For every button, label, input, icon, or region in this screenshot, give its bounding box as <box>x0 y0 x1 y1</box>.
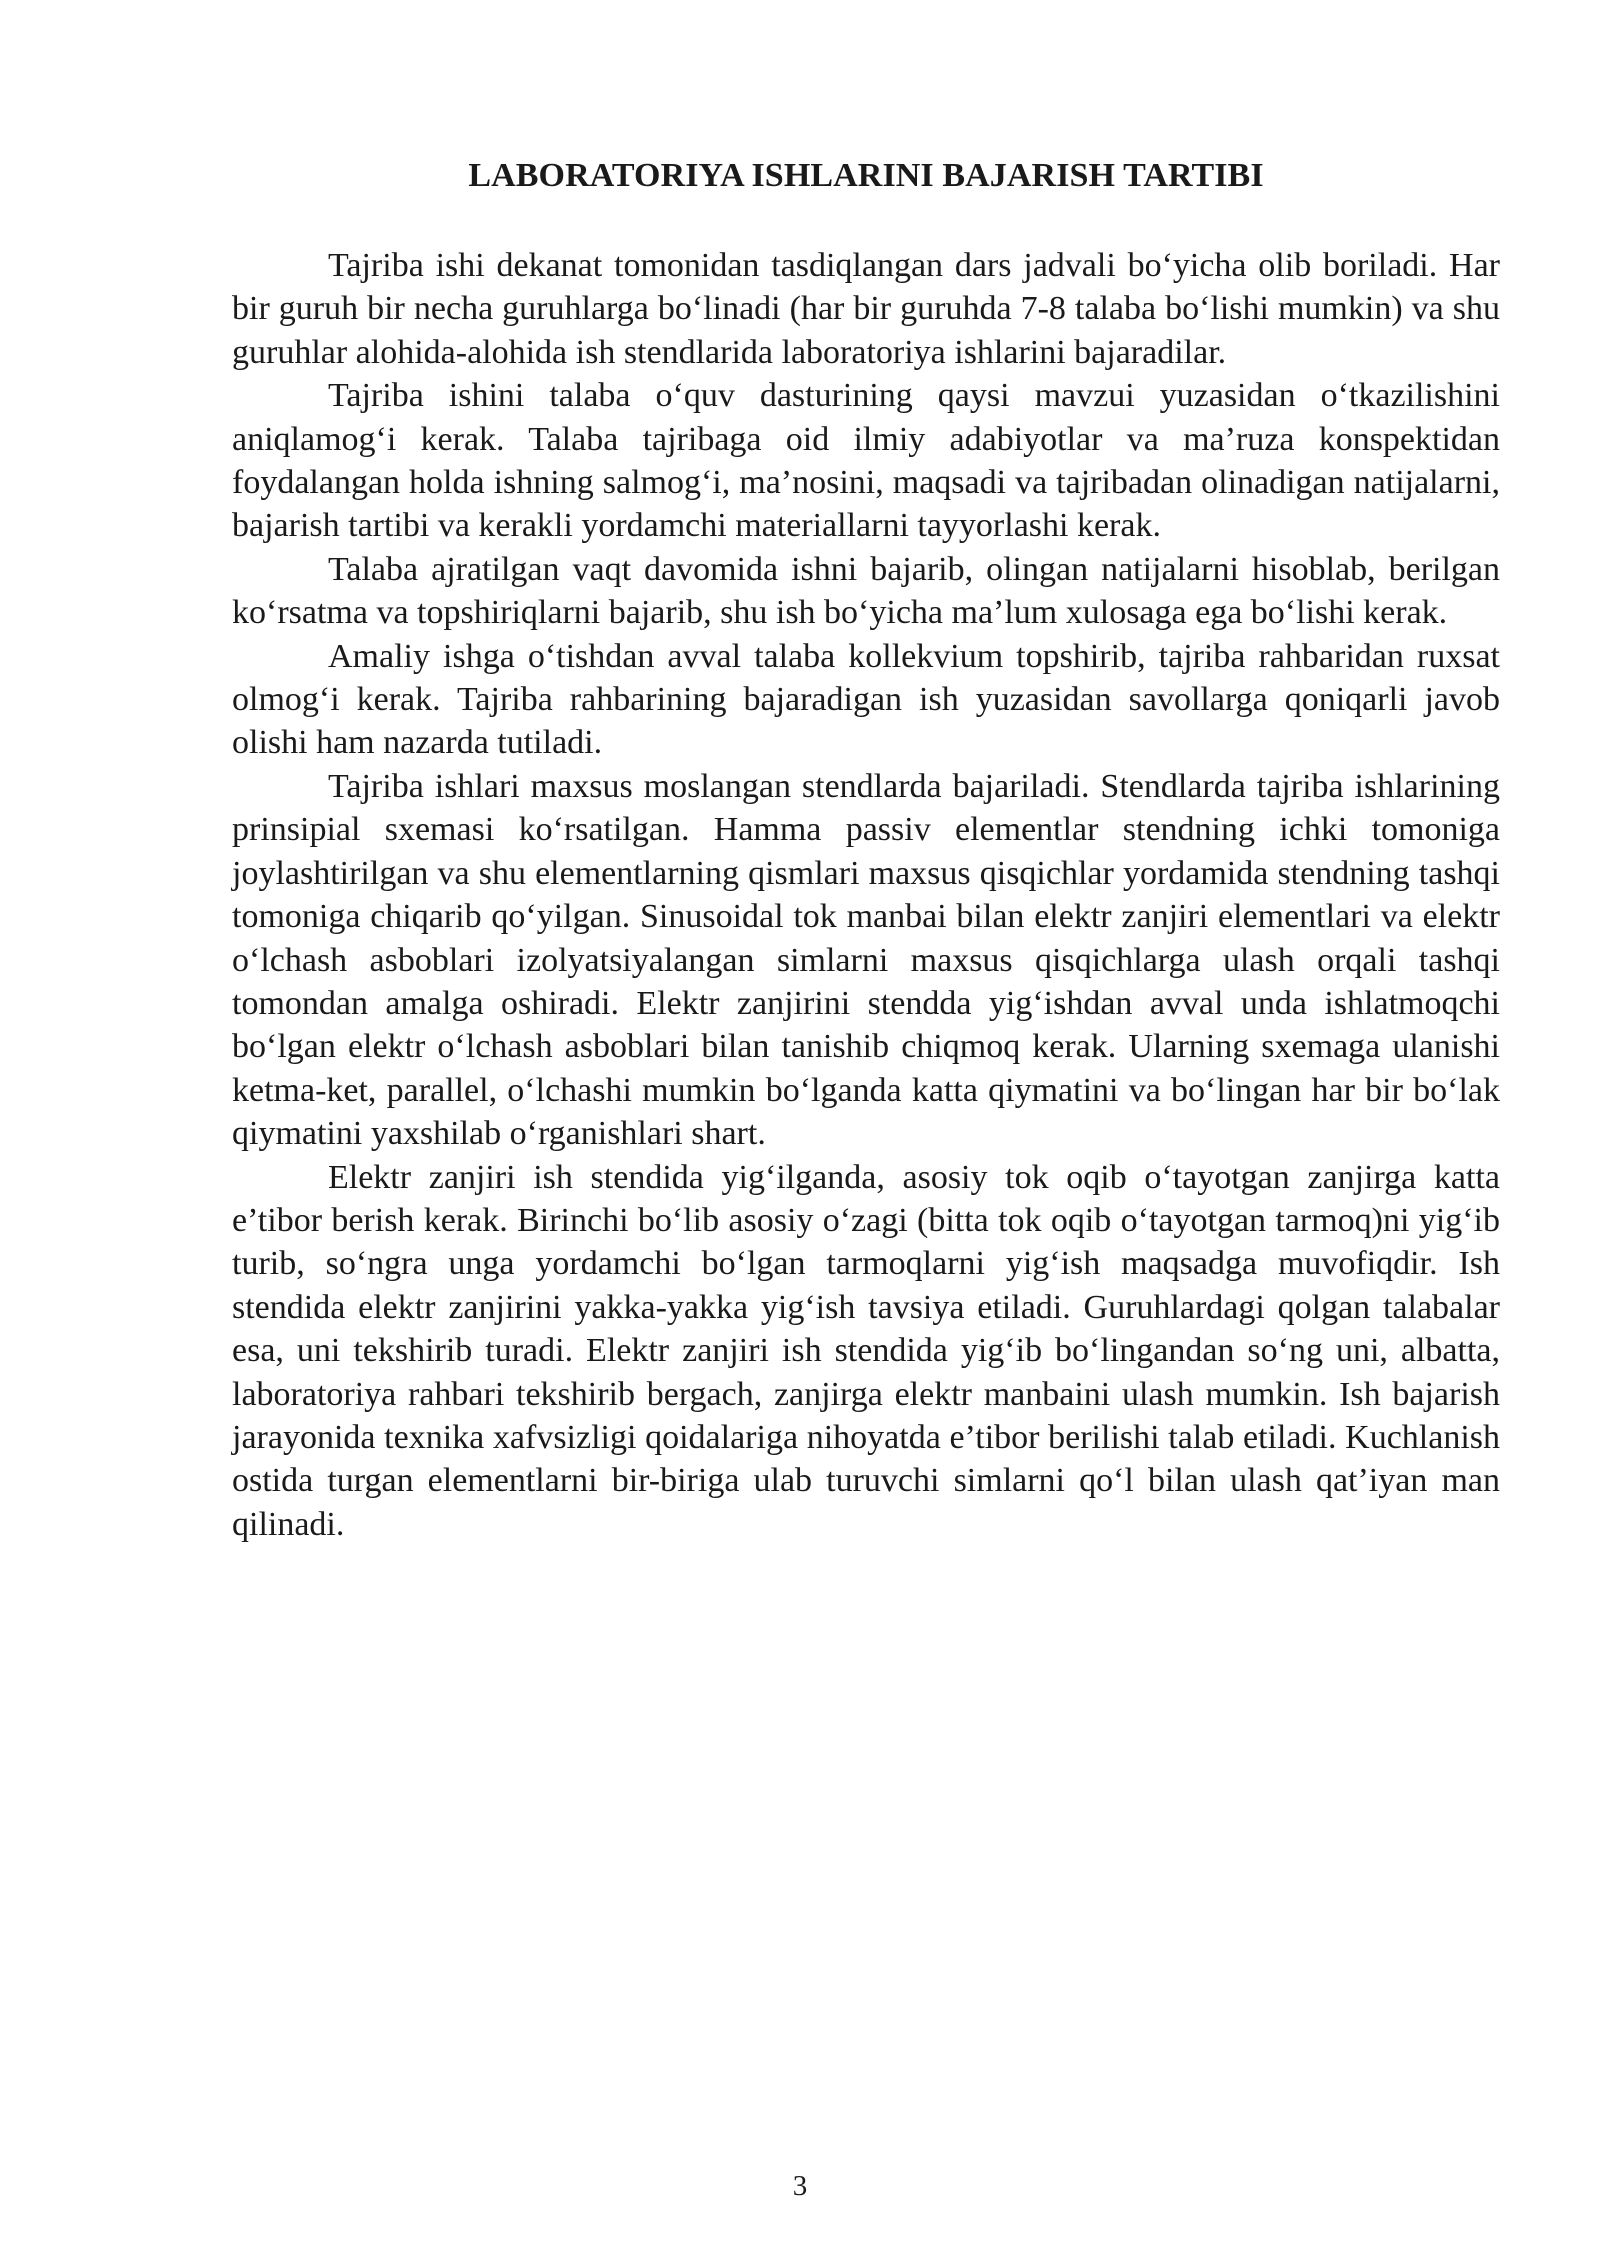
body-text <box>232 244 1500 1546</box>
paragraph: Tajriba ishini talaba o‘quv dasturining qaysi mavzui yuzasidan o‘tkazilishini aniqlamog‘i kerak. Talaba tajribaga oid ilmiy adabiyotlar va ma’ruza konspektidan foydalangan holda ishning salmog‘i, ma’nosini, maqsadi va tajribadan olinadigan natijalarni, bajarish tartibi va kerakli yordamchi materiallarni tayyorlashi kerak. <box>232 377 1500 545</box>
paragraph: Tajriba ishlari maxsus moslangan stendlarda bajariladi. Stendlarda tajriba ishlarining prinsipial sxemasi ko‘rsatilgan. Hamma passiv elementlar stendning ichki tomoniga joylashtirilgan va shu elementlarning qismlari maxsus qisqichlar yordamida stendning tashqi tomoniga chiqarib qo‘yilgan. Sinusoidal tok manbai bilan elektr zanjiri elementlari va elektr o‘lchash asboblari izolyatsiyalangan simlarni maxsus qisqichlarga ulash orqali tashqi tomondan amalga oshiradi. Elektr zanjirini stendda yig‘ishdan avval unda ishlatmoqchi bo‘lgan elektr o‘lchash asboblari bilan tanishib chiqmoq kerak. Ularning sxemaga ulanishi ketma-ket, parallel, o‘lchashi mumkin bo‘lganda katta qiymatini va bo‘lingan har bir bo‘lak qiymatini yaxshilab o‘rganishlari shart. <box>232 767 1500 1153</box>
page-number: 3 <box>792 2170 808 2202</box>
paragraph: Elektr zanjiri ish stendida yig‘ilganda, asosiy tok oqib o‘tayotgan zanjirga katta e’tibor berish kerak. Birinchi bo‘lib asosiy o‘zagi (bitta tok oqib o‘tayotgan tarmoq)ni yig‘ib turib, so‘ngra unga yordamchi bo‘lgan tarmoqlarni yig‘ish maqsadga muvofiqdir. Ish stendida elektr zanjirini yakka-yakka yig‘ish tavsiya etiladi. Guruhlardagi qolgan talabalar esa, uni tekshirib turadi. Elektr zanjiri ish stendida yig‘ib bo‘lingandan so‘ng uni, albatta, laboratoriya rahbari tekshirib bergach, zanjirga elektr manbaini ulash mumkin. Ish bajarish jarayonida texnika xafvsizligi qoidalariga nihoyatda e’tibor berilishi talab etiladi. Kuchlanish ostida turgan elementlarni bir-biriga ulab turuvchi simlarni qo‘l bilan ulash qat’iyan man qilinadi. <box>232 1158 1500 1543</box>
paragraph: Amaliy ishga o‘tishdan avval talaba kollekvium topshirib, tajriba rahbaridan ruxsat olmog‘i kerak. Tajriba rahbarining bajaradigan ish yuzasidan savollarga qoniqarli javob olishi ham nazarda tutiladi. <box>232 637 1500 762</box>
document-title: LABORATORIYA ISHLARINI BAJARISH TARTIBI <box>468 157 1264 194</box>
paragraph: Talaba ajratilgan vaqt davomida ishni bajarib, olingan natijalarni hisoblab, berilgan ko‘rsatma va topshiriqlarni bajarib, shu ish bo‘yicha ma’lum xulosaga ega bo‘lishi kerak. <box>232 550 1500 632</box>
paragraph: Tajriba ishi dekanat tomonidan tasdiqlangan dars jadvali bo‘yicha olib boriladi. Har bir guruh bir necha guruhlarga bo‘linadi (har bir guruhda 7-8 talaba bo‘lishi mumkin) va shu guruhlar alohida-alohida ish stendlarida laboratoriya ishlarini bajaradilar. <box>232 247 1500 371</box>
